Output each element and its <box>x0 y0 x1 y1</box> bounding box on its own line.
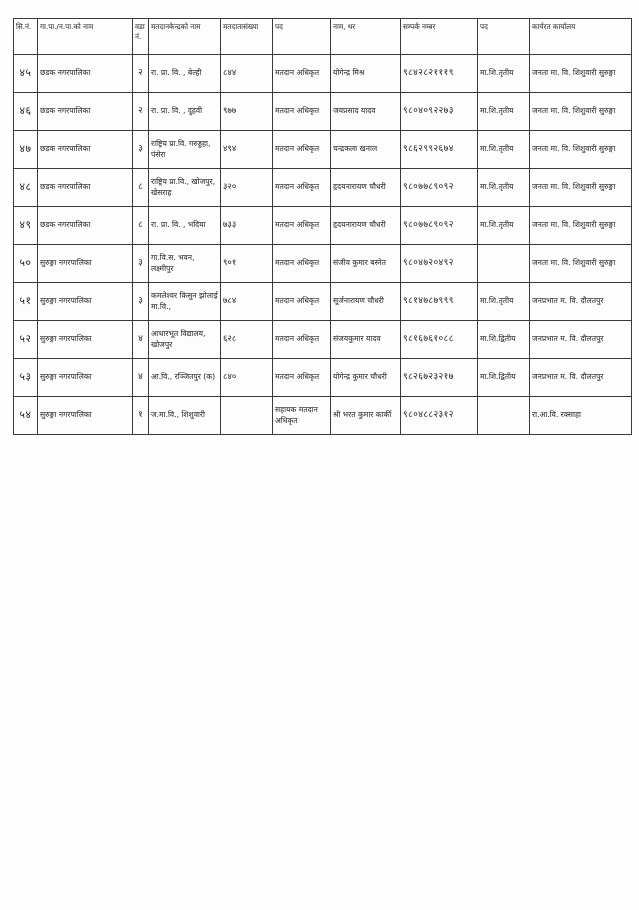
cell-ward: ८ <box>133 207 149 245</box>
cell-palika: सुरुङ्गा नगरपालिका <box>38 321 133 359</box>
table-row <box>14 397 632 435</box>
cell-phone: ९८०४८८२३१२ <box>401 397 478 435</box>
polling-officer-table <box>13 18 632 435</box>
cell-office: जनप्रभात म. वि. दौलतपुर <box>530 321 632 359</box>
header-palika: गा.पा./न.पा.को नाम <box>38 19 133 55</box>
cell-palika: सुरुङ्गा नगरपालिका <box>38 359 133 397</box>
cell-serial: ४६ <box>14 93 38 131</box>
cell-name: योगेन्द्र मिश्र <box>331 55 401 93</box>
cell-voters: ६२८ <box>221 321 273 359</box>
cell-post: मतदान अधिकृत <box>273 321 331 359</box>
cell-level: मा.शि.द्वितीय <box>478 359 530 397</box>
cell-serial: ५३ <box>14 359 38 397</box>
cell-name: श्री भरत कुमार कार्की <box>331 397 401 435</box>
cell-voters: ३२० <box>221 169 273 207</box>
cell-office: जनता मा. वि. शिशुवारी सुरुङ्गा <box>530 207 632 245</box>
cell-serial: ५२ <box>14 321 38 359</box>
cell-name: जयप्रसाद यादव <box>331 93 401 131</box>
cell-ward: ३ <box>133 131 149 169</box>
cell-post: मतदान अधिकृत <box>273 93 331 131</box>
table-row <box>14 321 632 359</box>
cell-level: मा.शि.तृतीय <box>478 93 530 131</box>
cell-phone: ९८०४७२०४९२ <box>401 245 478 283</box>
cell-centre: कमलेश्वर किसुन झोलाई मा.वि., <box>149 283 221 321</box>
cell-serial: ४९ <box>14 207 38 245</box>
header-post: पद <box>273 19 331 55</box>
cell-name: योगेन्द्र कुमार चौधरी <box>331 359 401 397</box>
cell-level <box>478 245 530 283</box>
table-row <box>14 245 632 283</box>
cell-level: मा.शि.तृतीय <box>478 283 530 321</box>
cell-voters: ९०१ <box>221 245 273 283</box>
cell-ward: ४ <box>133 321 149 359</box>
cell-name: हृदयनारायण चौधरी <box>331 207 401 245</box>
cell-post: मतदान अधिकृत <box>273 245 331 283</box>
table-row <box>14 131 632 169</box>
cell-phone: ९८२६७२३२१७ <box>401 359 478 397</box>
table-body <box>14 55 632 435</box>
header-ward: वडा नं. <box>133 19 149 55</box>
cell-centre: राष्ट्रिय प्रा.वि., खोजपुर, खेसराह <box>149 169 221 207</box>
cell-palika: छडक नगरपालिका <box>38 207 133 245</box>
header-name: नाम, थर <box>331 19 401 55</box>
cell-post: मतदान अधिकृत <box>273 283 331 321</box>
table-row <box>14 359 632 397</box>
cell-post: मतदान अधिकृत <box>273 207 331 245</box>
cell-palika: छडक नगरपालिका <box>38 131 133 169</box>
cell-ward: १ <box>133 397 149 435</box>
cell-office: जनता मा. वि. शिशुवारी सुरुङ्गा <box>530 169 632 207</box>
cell-office: जनता मा. वि. शिशुवारी सुरुङ्गा <box>530 55 632 93</box>
cell-centre: राष्ट्रिय प्रा.वि. गरुड्डहा, पंसेरा <box>149 131 221 169</box>
cell-ward: २ <box>133 55 149 93</box>
cell-ward: ३ <box>133 245 149 283</box>
cell-palika: छडक नगरपालिका <box>38 55 133 93</box>
cell-name: सूर्जनारायण चौधरी <box>331 283 401 321</box>
cell-palika: छडक नगरपालिका <box>38 93 133 131</box>
cell-name: चन्द्रकला खनाल <box>331 131 401 169</box>
table-row <box>14 55 632 93</box>
cell-centre: रा. प्रा. वि. , भदिया <box>149 207 221 245</box>
header-level: पद <box>478 19 530 55</box>
cell-name: संजयकुमार यादव <box>331 321 401 359</box>
header-voters: मतदातासंख्या <box>221 19 273 55</box>
cell-centre: आ.वि., रञ्जितपुर (क) <box>149 359 221 397</box>
cell-serial: ४७ <box>14 131 38 169</box>
cell-phone: ९८०७७८९०९२ <box>401 207 478 245</box>
cell-serial: ५४ <box>14 397 38 435</box>
cell-palika: सुरुङ्गा नगरपालिका <box>38 397 133 435</box>
cell-voters: ४९४ <box>221 131 273 169</box>
cell-phone: ९८०४०९२२७३ <box>401 93 478 131</box>
cell-level: मा.शि.तृतीय <box>478 55 530 93</box>
cell-post: सहायक मतदान अधिकृत <box>273 397 331 435</box>
cell-ward: ४ <box>133 359 149 397</box>
cell-phone: ९८१६७६१०८८ <box>401 321 478 359</box>
header-phone: सम्पर्क नम्बर <box>401 19 478 55</box>
table-row <box>14 93 632 131</box>
cell-post: मतदान अधिकृत <box>273 359 331 397</box>
cell-serial: ४५ <box>14 55 38 93</box>
cell-centre: गा.वि.स. भवन, लक्ष्मीपुर <box>149 245 221 283</box>
table-row <box>14 283 632 321</box>
table-row <box>14 169 632 207</box>
cell-post: मतदान अधिकृत <box>273 131 331 169</box>
cell-centre: रा. प्रा. वि. , बेल्ही <box>149 55 221 93</box>
cell-ward: ३ <box>133 283 149 321</box>
cell-post: मतदान अधिकृत <box>273 55 331 93</box>
table-header-row <box>14 19 632 55</box>
header-office: कार्यरत कार्यालय <box>530 19 632 55</box>
cell-office: जनता मा. वि. शिशुवारी सुरुङ्गा <box>530 93 632 131</box>
cell-office: जनप्रभात म. वि. दौलतपुर <box>530 283 632 321</box>
cell-centre: आधारभूत विद्यालय, खोजपुर <box>149 321 221 359</box>
cell-office: जनता मा. वि. शिशुवारी सुरुङ्गा <box>530 245 632 283</box>
cell-centre: रा. प्रा. वि. , दुहवी <box>149 93 221 131</box>
cell-ward: २ <box>133 93 149 131</box>
cell-office: जनप्रभात म. वि. दौलतपुर <box>530 359 632 397</box>
cell-voters: ७८४ <box>221 283 273 321</box>
cell-phone: ९८०७७८९०९२ <box>401 169 478 207</box>
cell-serial: ५० <box>14 245 38 283</box>
cell-voters: ९७७ <box>221 93 273 131</box>
cell-office: जनता मा. वि. शिशुवारी सुरुङ्गा <box>530 131 632 169</box>
cell-post: मतदान अधिकृत <box>273 169 331 207</box>
cell-phone: ९८१४७८७९९९ <box>401 283 478 321</box>
cell-serial: ५१ <box>14 283 38 321</box>
cell-voters: ७३३ <box>221 207 273 245</box>
cell-voters <box>221 397 273 435</box>
cell-palika: सुरुङ्गा नगरपालिका <box>38 283 133 321</box>
cell-voters: ८४० <box>221 359 273 397</box>
cell-level: मा.शि.द्वितीय <box>478 321 530 359</box>
cell-phone: ९८४२८२१११९ <box>401 55 478 93</box>
header-centre: मतदानकेन्द्रको नाम <box>149 19 221 55</box>
table-row <box>14 207 632 245</box>
cell-voters: ८४४ <box>221 55 273 93</box>
cell-centre: ज.मा.वि., शिशुवारी <box>149 397 221 435</box>
cell-level: मा.शि.तृतीय <box>478 169 530 207</box>
cell-ward: ८ <box>133 169 149 207</box>
cell-level: मा.शि.तृतीय <box>478 131 530 169</box>
cell-palika: सुरुङ्गा नगरपालिका <box>38 245 133 283</box>
header-serial: सि.नं. <box>14 19 38 55</box>
cell-level <box>478 397 530 435</box>
cell-office: रा.आ.वि. रक्साहा <box>530 397 632 435</box>
cell-level: मा.शि.तृतीय <box>478 207 530 245</box>
cell-palika: छडक नगरपालिका <box>38 169 133 207</box>
cell-serial: ४८ <box>14 169 38 207</box>
cell-name: संजीव कुमार बस्नेत <box>331 245 401 283</box>
cell-name: हृदयनारायण चौधरी <box>331 169 401 207</box>
cell-phone: ९८६२९९२६७४ <box>401 131 478 169</box>
